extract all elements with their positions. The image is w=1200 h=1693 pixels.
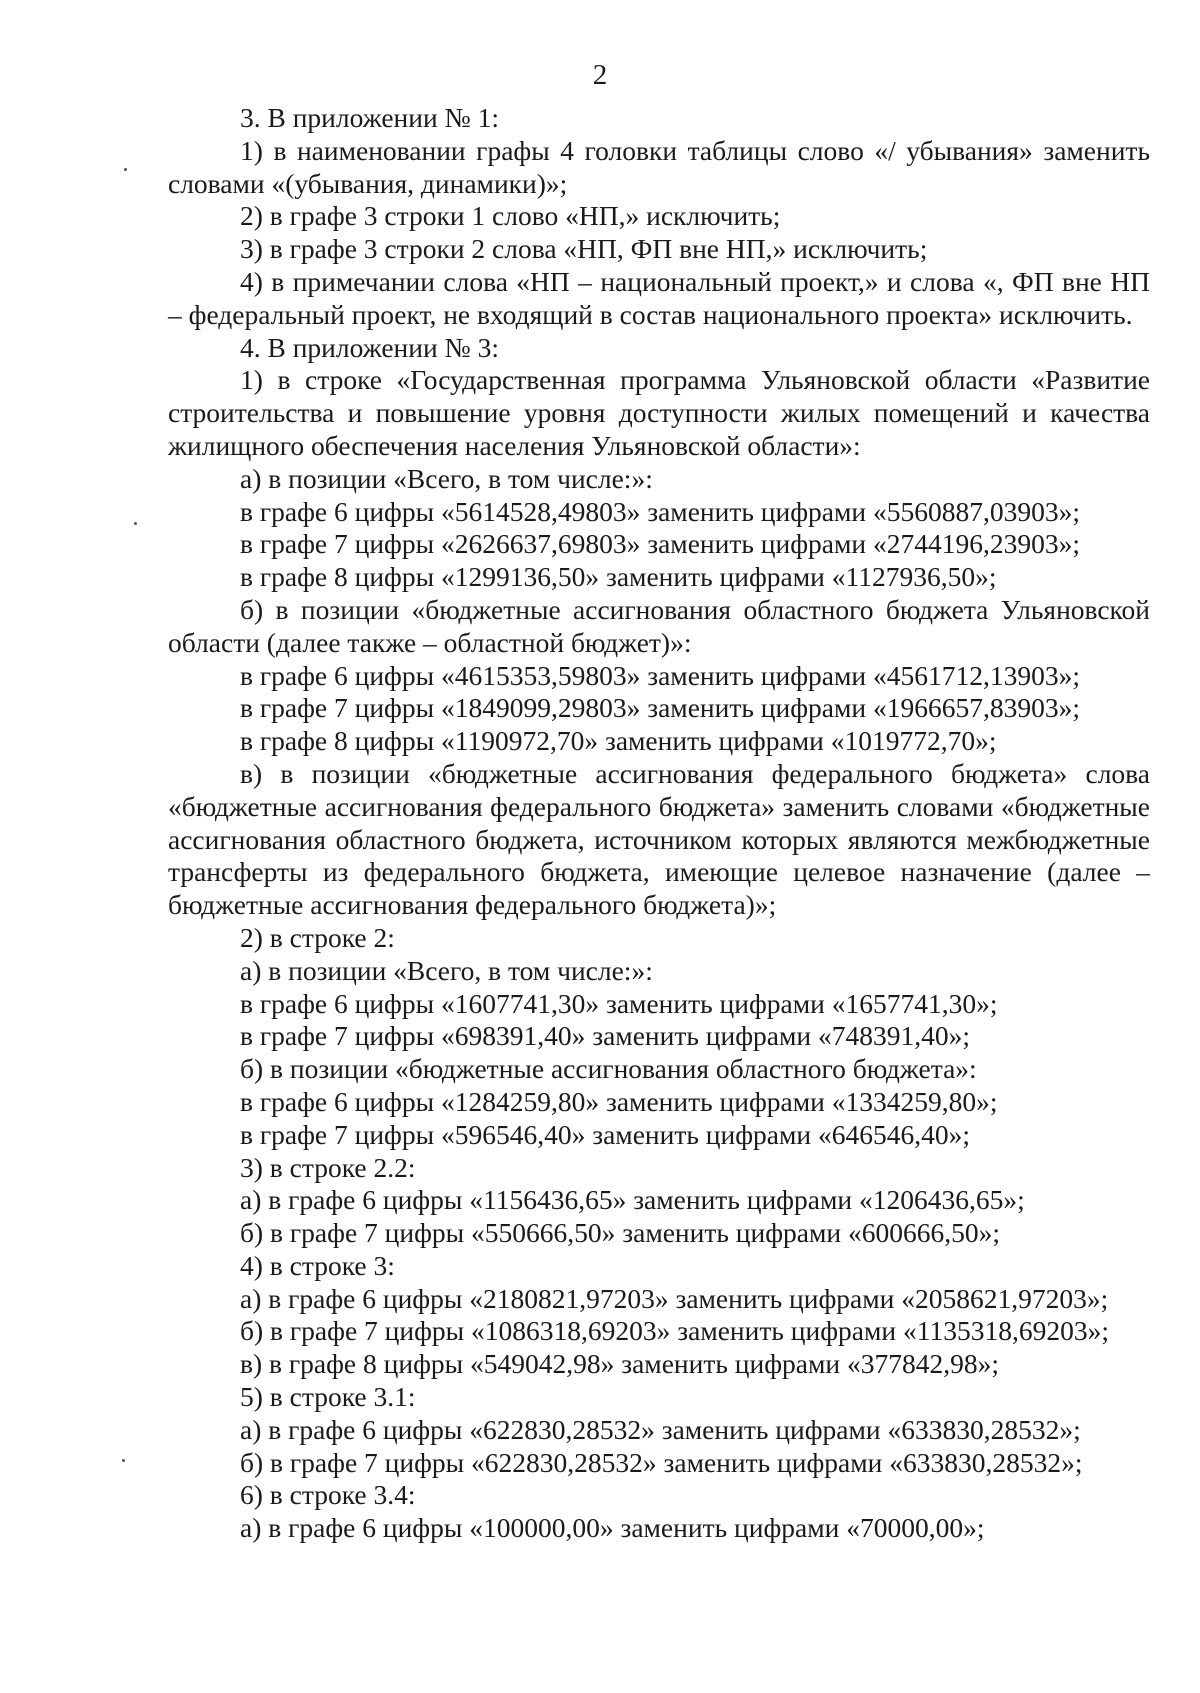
scan-speck	[122, 1459, 125, 1462]
paragraph: в) в позиции «бюджетные ассигнования федерального бюджета» слова «бюджетные ассигнования федерального бюджета» заменить словами «бюджетные ассигнования областного бюджета, источником которых являются межбюджетные трансферты из федерального бюджета, имеющие целевое назначение (далее – бюджетные ассигнования федерального бюджета)»;	[168, 757, 1150, 921]
paragraph: 1) в строке «Государственная программа Ульяновской области «Развитие строительства и повышение уровня доступности жилых помещений и качества жилищного обеспечения населения Ульяновской области»:	[168, 364, 1150, 461]
paragraph: 6) в строке 3.4:	[240, 1479, 416, 1511]
paragraph: 3) в графе 3 строки 2 слова «НП, ФП вне НП,» исключить;	[240, 233, 928, 265]
paragraph: в графе 7 цифры «698391,40» заменить цифрами «748391,40»;	[240, 1020, 970, 1052]
paragraph: в графе 6 цифры «1607741,30» заменить цифрами «1657741,30»;	[240, 987, 998, 1019]
scan-speck	[134, 522, 137, 525]
paragraph: а) в позиции «Всего, в том числе:»:	[240, 954, 653, 986]
paragraph: 3. В приложении № 1:	[240, 102, 500, 133]
paragraph: 4) в примечании слова «НП – национальный проект,» и слова «, ФП вне НП – федеральный проект, не входящий в состав национального проекта» исключить.	[168, 265, 1150, 330]
paragraph: в графе 6 цифры «5614528,49803» заменить цифрами «5560887,03903»;	[240, 495, 1080, 527]
paragraph: б) в графе 7 цифры «550666,50» заменить цифрами «600666,50»;	[240, 1217, 1001, 1249]
paragraph: в графе 7 цифры «2626637,69803» заменить цифрами «2744196,23903»;	[240, 528, 1080, 560]
paragraph: а) в графе 6 цифры «100000,00» заменить цифрами «70000,00»;	[240, 1512, 985, 1544]
paragraph: 2) в графе 3 строки 1 слово «НП,» исключить;	[240, 200, 781, 232]
paragraph: в графе 7 цифры «596546,40» заменить цифрами «646546,40»;	[240, 1118, 970, 1150]
paragraph: а) в позиции «Всего, в том числе:»:	[240, 462, 653, 494]
paragraph: 5) в строке 3.1:	[240, 1381, 416, 1413]
document-body	[168, 102, 1150, 1545]
page-number: 2	[592, 59, 608, 91]
paragraph: б) в графе 7 цифры «1086318,69203» заменить цифрами «1135318,69203»;	[240, 1315, 1109, 1347]
paragraph: а) в графе 6 цифры «2180821,97203» заменить цифрами «2058621,97203»;	[240, 1282, 1109, 1314]
paragraph: 4. В приложении № 3:	[240, 331, 500, 363]
paragraph: б) в графе 7 цифры «622830,28532» заменить цифрами «633830,28532»;	[240, 1446, 1083, 1478]
paragraph: б) в позиции «бюджетные ассигнования областного бюджета»:	[240, 1053, 977, 1085]
paragraph: 1) в наименовании графы 4 головки таблицы слово «/ убывания» заменить словами «(убывания, динамики)»;	[168, 134, 1150, 199]
paragraph: а) в графе 6 цифры «622830,28532» заменить цифрами «633830,28532»;	[240, 1413, 1081, 1445]
paragraph: в графе 6 цифры «1284259,80» заменить цифрами «1334259,80»;	[240, 1085, 998, 1117]
paragraph: 4) в строке 3:	[240, 1249, 395, 1281]
paragraph: б) в позиции «бюджетные ассигнования областного бюджета Ульяновской области (далее также – областной бюджет)»:	[168, 593, 1150, 658]
paragraph: в графе 8 цифры «1190972,70» заменить цифрами «1019772,70»;	[240, 725, 997, 757]
paragraph: в графе 7 цифры «1849099,29803» заменить цифрами «1966657,83903»;	[240, 692, 1080, 724]
paragraph: 3) в строке 2.2:	[240, 1151, 416, 1183]
scan-speck	[124, 168, 127, 171]
paragraph: в графе 8 цифры «1299136,50» заменить цифрами «1127936,50»;	[240, 561, 997, 593]
paragraph: в графе 6 цифры «4615353,59803» заменить цифрами «4561712,13903»;	[240, 659, 1080, 691]
paragraph: 2) в строке 2:	[240, 921, 395, 953]
paragraph: в) в графе 8 цифры «549042,98» заменить цифрами «377842,98»;	[240, 1348, 1000, 1380]
paragraph: а) в графе 6 цифры «1156436,65» заменить цифрами «1206436,65»;	[240, 1184, 1025, 1216]
